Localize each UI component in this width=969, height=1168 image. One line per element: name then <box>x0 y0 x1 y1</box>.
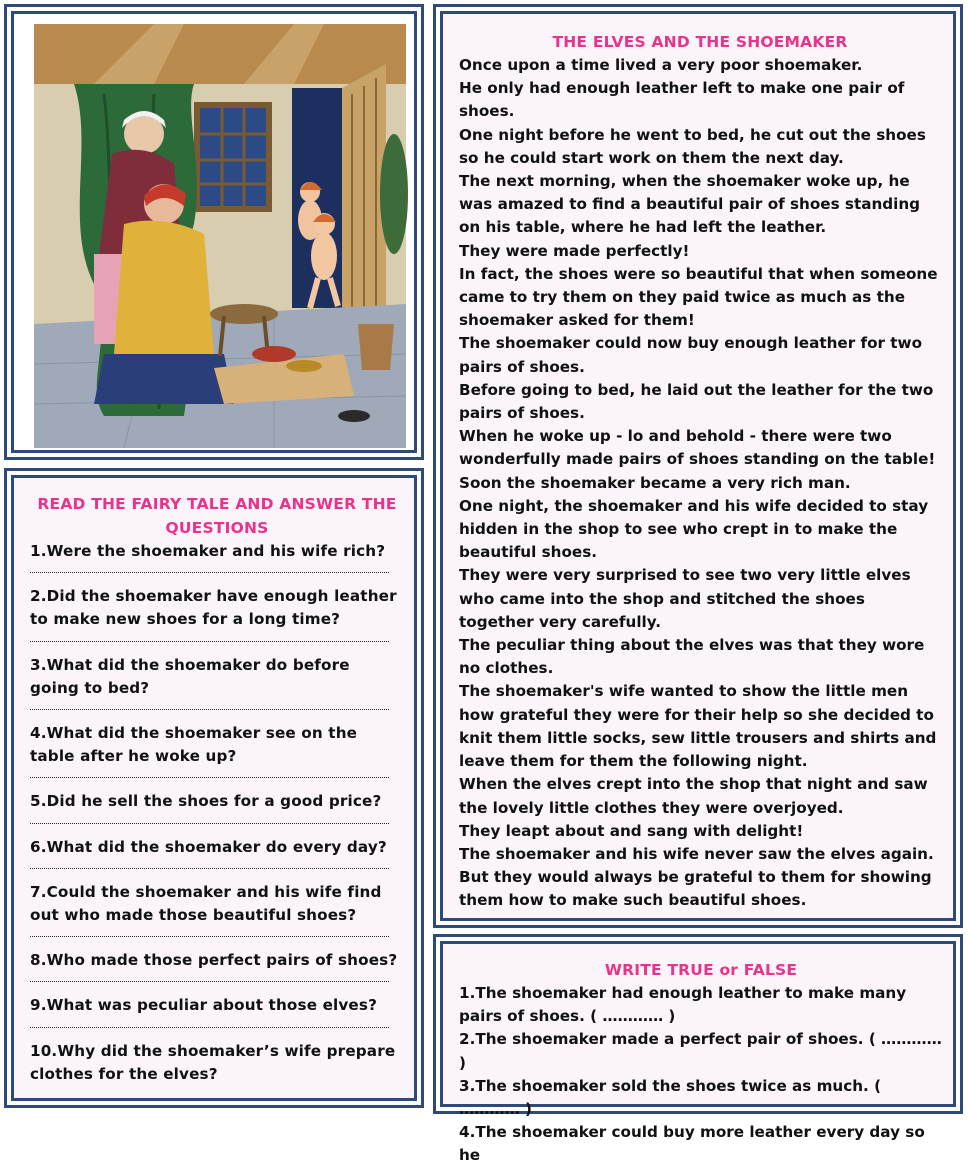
illustration-inner-frame <box>11 11 417 453</box>
window-glass <box>200 108 266 206</box>
true-false-item-3: 3.The shoemaker sold the shoes twice as much. ( ………… ) <box>459 1076 882 1119</box>
answer-line <box>30 641 389 642</box>
story-paragraph: When the elves crept into the shop that night and saw the lovely little clothes they were overjoyed. <box>459 775 928 817</box>
story-paragraph: In fact, the shoes were so beautiful that when someone came to try them on they paid twice as much as the shoemaker asked for them! <box>459 264 938 330</box>
illustration-frame <box>4 4 424 460</box>
true-false-title: WRITE TRUE or FALSE <box>604 961 798 979</box>
plant <box>380 134 408 254</box>
shoemaker-shirt <box>114 221 214 354</box>
true-false-item-1: 1.The shoemaker had enough leather to make many pairs of shoes. ( ………… ) <box>459 984 907 1026</box>
answer-line <box>30 777 389 778</box>
answer-line <box>30 981 389 982</box>
story-paragraph: Soon the shoemaker became a very rich man. <box>459 473 851 492</box>
answer-line <box>30 823 389 824</box>
question-7: 7.Could the shoemaker and his wife find out who made those beautiful shoes? <box>30 882 382 925</box>
story-paragraph: But they would always be grateful to them for showing them how to make such beautiful shoes. <box>459 868 932 910</box>
story-paragraph: The next morning, when the shoemaker woke up, he was amazed to find a beautiful pair of shoes standing on his table, where he had left the leather. <box>459 172 921 237</box>
questions-frame <box>4 468 424 1108</box>
true-false-item-4: 4.The shoemaker could buy more leather every day so he <box>459 1123 925 1165</box>
story-paragraph: Before going to bed, he laid out the leather for the two pairs of shoes. <box>459 380 934 423</box>
story-paragraph: The shoemaker's wife wanted to show the little men how grateful they were for their help so she decided to knit them little socks, sew little trousers and shirts and leave them for them the following night. <box>459 682 937 771</box>
questions-section <box>14 478 414 1086</box>
story-paragraph: They were made perfectly! <box>459 241 690 260</box>
true-false-frame <box>433 934 963 1165</box>
question-4: 4.What did the shoemaker see on the table after he woke up? <box>30 724 358 766</box>
shoemaker-trousers <box>94 354 234 404</box>
story-paragraph: One night before he went to bed, he cut out the shoes so he could start work on them the next day. <box>459 125 926 167</box>
question-9: 9.What was peculiar about those elves? <box>30 996 378 1015</box>
answer-line <box>30 1027 389 1028</box>
story-inner-frame <box>440 11 956 921</box>
questions-inner-frame <box>11 475 417 1101</box>
story-paragraph: He only had enough leather left to make one pair of shoes. <box>459 79 905 121</box>
answer-line <box>30 936 389 937</box>
question-10: 10.Why did the shoemaker’s wife prepare clothes for the elves? <box>30 1041 396 1083</box>
elf-body <box>311 232 337 280</box>
question-6: 6.What did the shoemaker do every day? <box>30 837 387 856</box>
true-false-inner-frame <box>440 941 956 1165</box>
story-section <box>443 14 953 913</box>
story-title: THE ELVES AND THE SHOEMAKER <box>552 33 848 51</box>
story-paragraph: They were very surprised to see two very little elves who came into the shop and stitched the shoes together very carefully. <box>459 566 911 631</box>
red-shoe <box>252 346 296 362</box>
story-paragraph: One night, the shoemaker and his wife decided to stay hidden in the shop to see who crept in to make the beautiful shoes. <box>459 496 929 562</box>
true-false-item-2: 2.The shoemaker made a perfect pair of shoes. ( ………… ) <box>459 1030 942 1072</box>
answer-line <box>30 709 389 710</box>
question-2: 2.Did the shoemaker have enough leather to make new shoes for a long time? <box>30 587 397 629</box>
black-shoe <box>338 410 370 422</box>
stool <box>210 304 278 324</box>
story-frame <box>433 4 963 928</box>
story-paragraph: Once upon a time lived a very poor shoemaker. <box>459 56 863 74</box>
shoe <box>286 360 322 372</box>
true-false-section <box>443 944 953 1168</box>
story-paragraph: The shoemaker could now buy enough leather for two pairs of shoes. <box>459 334 923 376</box>
question-3: 3.What did the shoemaker do before going to bed? <box>30 655 350 697</box>
bucket <box>358 324 394 370</box>
story-paragraph: They leapt about and sang with delight! <box>459 821 804 840</box>
answer-line <box>30 868 389 869</box>
story-paragraph: When he woke up - lo and behold - there were two wonderfully made pairs of shoes standing on the table! <box>459 427 936 469</box>
answer-line <box>30 572 389 573</box>
questions-title: READ THE FAIRY TALE AND ANSWER THE QUESTIONS <box>37 495 397 537</box>
question-1: 1.Were the shoemaker and his wife rich? <box>30 542 386 560</box>
question-5: 5.Did he sell the shoes for a good price? <box>30 792 382 811</box>
question-8: 8.Who made those perfect pairs of shoes? <box>30 951 398 970</box>
fairy-tale-illustration <box>34 24 406 448</box>
story-paragraph: The shoemaker and his wife never saw the elves again. <box>459 844 934 863</box>
story-paragraph: The peculiar thing about the elves was that they wore no clothes. <box>459 636 925 678</box>
